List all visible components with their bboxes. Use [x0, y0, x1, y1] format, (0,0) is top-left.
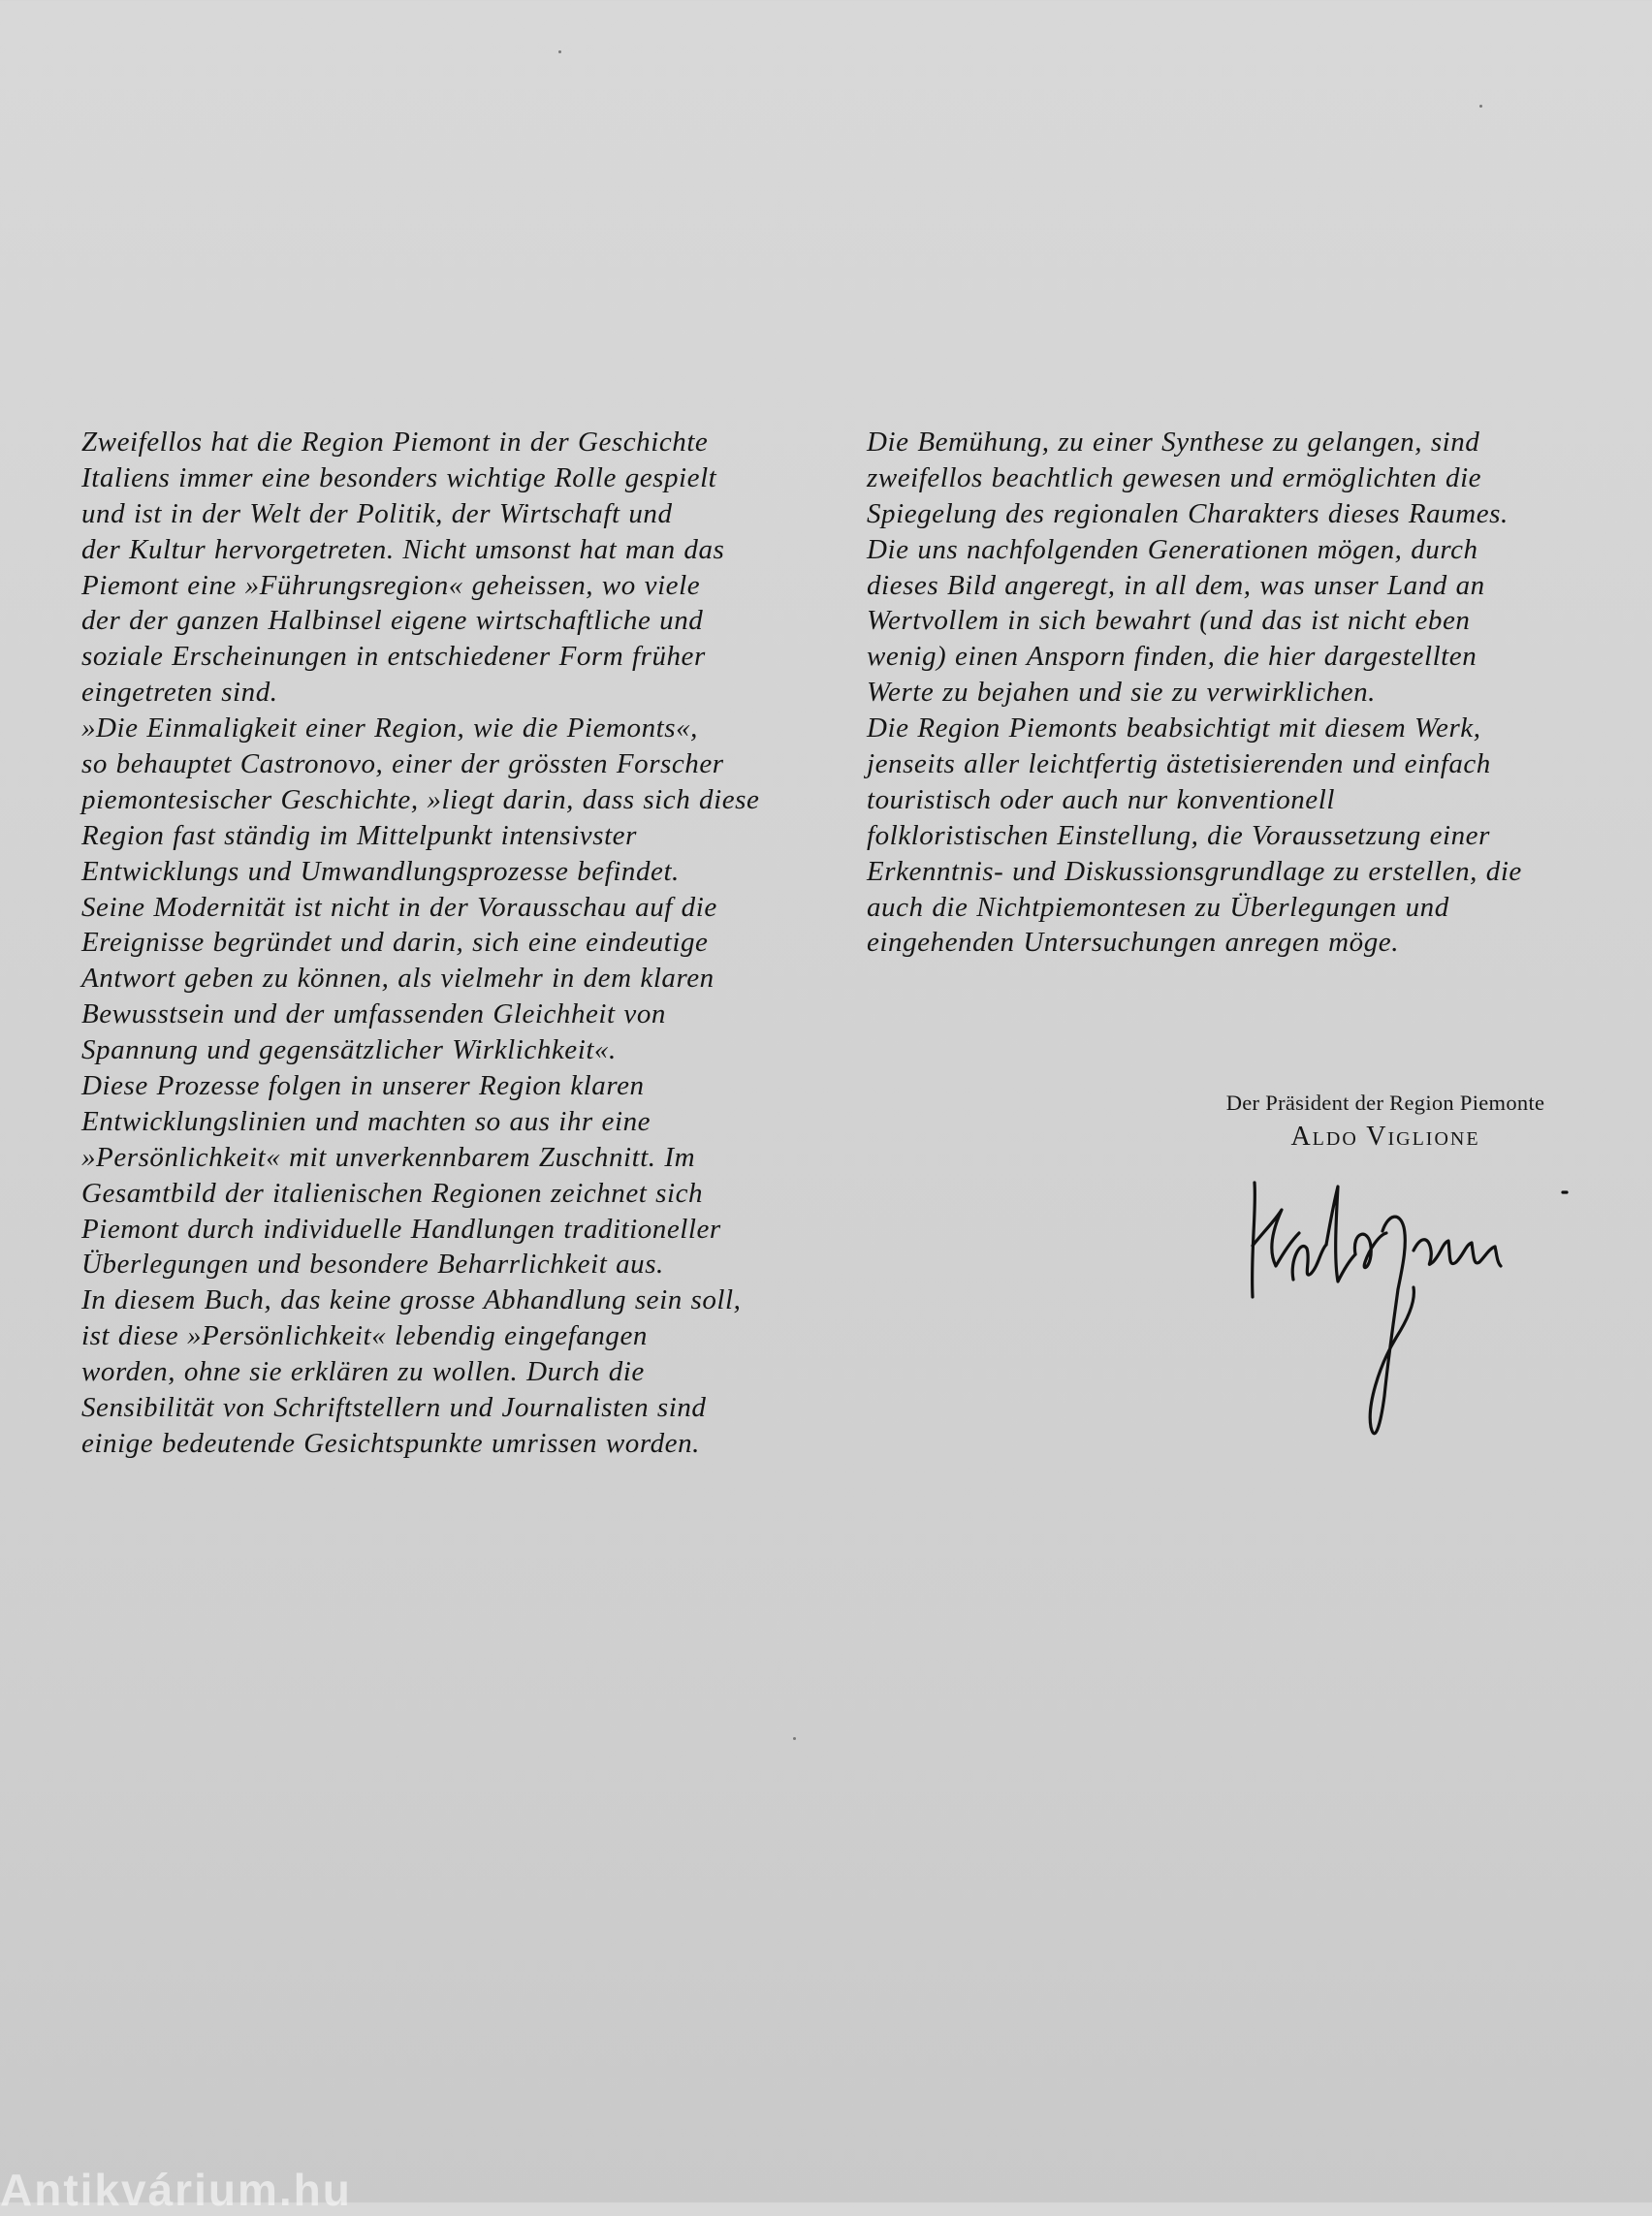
right-column-line: eingehenden Untersuchungen anregen möge. [867, 927, 1399, 959]
right-column-line: Erkenntnis- und Diskussionsgrundlage zu erstellen, die [867, 855, 1522, 887]
right-column-line: Werte zu bejahen und sie zu verwirklichen. [867, 677, 1376, 709]
left-column-line: einige bedeutende Gesichtspunkte umrissen worden. [81, 1427, 700, 1459]
left-column-line: Italiens immer eine besonders wichtige Rolle gespielt [81, 461, 717, 493]
right-column-line: Die Region Piemonts beabsichtigt mit diesem Werk, [867, 712, 1481, 744]
right-column-line: zweifellos beachtlich gewesen und ermöglichten die [867, 461, 1482, 493]
right-column-line: Spiegelung des regionalen Charakters dieses Raumes. [867, 497, 1509, 529]
right-column-line: Die Bemühung, zu einer Synthese zu gelangen, sind [867, 427, 1480, 458]
left-column-line: Spannung und gegensätzlicher Wirklichkeit«. [81, 1034, 617, 1066]
left-column-line: Überlegungen und besondere Beharrlichkeit aus. [81, 1249, 664, 1281]
right-column-line: Wertvollem in sich bewahrt (und das ist nicht eben [867, 605, 1471, 637]
right-column-line: auch die Nichtpiemontesen zu Überlegungen und [867, 891, 1449, 923]
left-column-line: Piemont eine »Führungsregion« geheissen, wo viele [81, 569, 701, 601]
signatory-name: Aldo Viglione [1290, 1122, 1480, 1152]
left-column-line: »Die Einmaligkeit einer Region, wie die Piemonts«, [81, 712, 698, 744]
handwritten-signature [1243, 1173, 1573, 1464]
left-column-line: Bewusstsein und der umfassenden Gleichheit von [81, 998, 666, 1030]
letter-right-column [867, 425, 1623, 961]
left-column-line: Zweifellos hat die Region Piemont in der Geschichte [81, 427, 709, 458]
right-column-line: folkloristischen Einstellung, die Voraussetzung einer [867, 819, 1490, 851]
signature-block [1041, 1091, 1584, 1153]
left-column-line: »Persönlichkeit« mit unverkennbarem Zuschnitt. Im [81, 1141, 696, 1173]
left-column-line: so behauptet Castronovo, einer der grössten Forscher [81, 748, 724, 780]
left-column-line: ist diese »Persönlichkeit« lebendig eingefangen [81, 1320, 648, 1352]
left-column-line: In diesem Buch, das keine grosse Abhandlung sein soll, [81, 1284, 742, 1316]
right-column-line: jenseits aller leichtfertig ästetisierenden und einfach [867, 748, 1491, 780]
left-column-line: soziale Erscheinungen in entschiedener Form früher [81, 641, 706, 673]
left-column-line: piemontesischer Geschichte, »liegt darin, dass sich diese [81, 783, 760, 815]
right-column-line: dieses Bild angeregt, in all dem, was unser Land an [867, 569, 1485, 601]
left-column-line: Entwicklungs und Umwandlungsprozesse befindet. [81, 855, 680, 887]
paper-speck [558, 50, 561, 53]
left-column-line: Gesamtbild der italienischen Regionen zeichnet sich [81, 1177, 704, 1209]
letter-left-column [81, 425, 838, 1462]
left-column-line: worden, ohne sie erklären zu wollen. Durch die [81, 1356, 645, 1388]
left-column-line: Entwicklungslinien und machten so aus ihr eine [81, 1105, 651, 1137]
watermark: Antikvárium.hu [0, 2165, 352, 2215]
left-column-line: Sensibilität von Schriftstellern und Journalisten sind [81, 1392, 707, 1424]
left-column-line: Piemont durch individuelle Handlungen traditioneller [81, 1213, 721, 1245]
left-column-line: Diese Prozesse folgen in unserer Region klaren [81, 1070, 645, 1102]
right-column-line: Die uns nachfolgenden Generationen mögen, durch [867, 533, 1478, 565]
left-column-line: der der ganzen Halbinsel eigene wirtschaftliche und [81, 605, 704, 637]
left-column-line: Region fast ständig im Mittelpunkt intensivster [81, 819, 637, 851]
paper-speck [1479, 105, 1482, 108]
left-column-line: Ereignisse begründet und darin, sich eine eindeutige [81, 927, 709, 959]
signatory-role: Der Präsident der Region Piemonte [1225, 1091, 1545, 1115]
right-column-line: touristisch oder auch nur konventionell [867, 783, 1335, 815]
left-column-line: Seine Modernität ist nicht in der Vorausschau auf die [81, 891, 717, 923]
left-column-line: Antwort geben zu können, als vielmehr in dem klaren [81, 963, 715, 995]
left-column-line: und ist in der Welt der Politik, der Wirtschaft und [81, 497, 673, 529]
left-column-line: eingetreten sind. [81, 677, 278, 709]
right-column-line: wenig) einen Ansporn finden, die hier dargestellten [867, 641, 1477, 673]
paper-speck [793, 1737, 796, 1740]
left-column-line: der Kultur hervorgetreten. Nicht umsonst hat man das [81, 533, 725, 565]
